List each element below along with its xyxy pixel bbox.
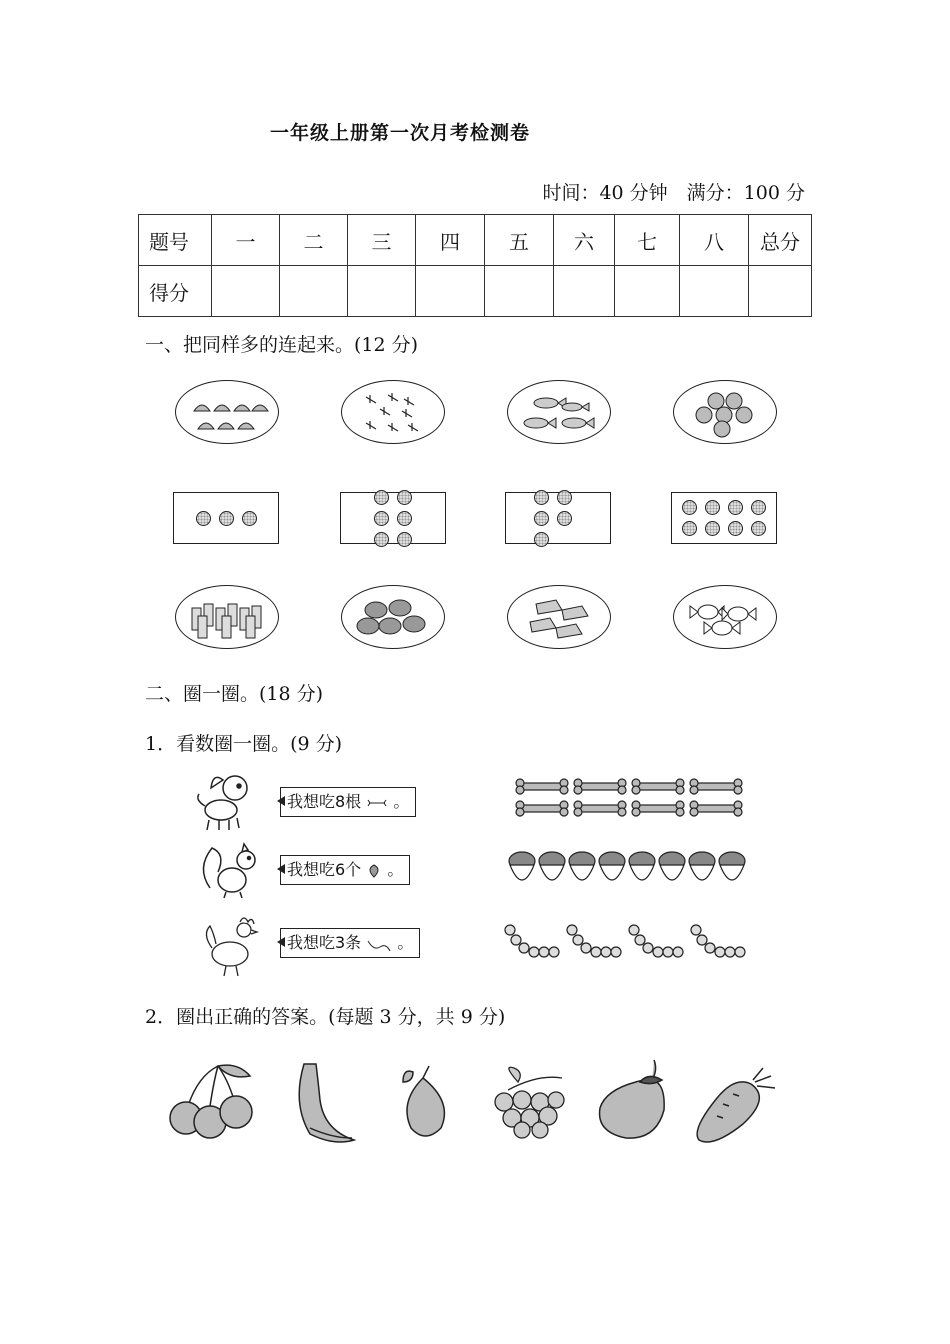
section2-heading: 二、圈一圈。(18 分) (145, 683, 324, 705)
cake-icon (508, 586, 610, 648)
score-cell[interactable] (749, 266, 812, 317)
section1-heading: 一、把同样多的连起来。(12 分) (145, 334, 419, 356)
score-table (138, 214, 812, 317)
score-cell[interactable] (348, 266, 416, 317)
pinecone-icon (569, 852, 595, 880)
score-cell[interactable] (485, 266, 554, 317)
cakes-plate[interactable] (507, 585, 611, 649)
dot-box-3[interactable] (173, 492, 279, 544)
dot (196, 511, 211, 526)
dot (534, 490, 549, 505)
pinecone-icon (629, 852, 655, 880)
dot (557, 490, 572, 505)
score-cell[interactable] (280, 266, 348, 317)
bone-icon (690, 779, 742, 794)
pinecone-icon (509, 852, 535, 880)
score-cell[interactable] (212, 266, 280, 317)
exam-meta: 时间：40 分钟 满分：100 分 (542, 182, 805, 204)
pinecone-icon (366, 863, 382, 879)
dots-grid (341, 493, 445, 543)
speech-text: 我想吃6个 (287, 860, 362, 879)
dot (728, 500, 743, 515)
dots-row (174, 493, 278, 543)
score-cell[interactable] (554, 266, 615, 317)
score-col-3: 三 (348, 215, 416, 266)
dot-box-5[interactable] (505, 492, 611, 544)
speech-bubble-rooster (280, 928, 420, 958)
score-table-header-label: 题号 (139, 215, 212, 266)
dots-grid (672, 493, 776, 543)
score-col-2: 二 (280, 215, 348, 266)
dot (374, 511, 389, 526)
mushrooms-plate[interactable] (175, 380, 279, 444)
bone-icon (632, 779, 684, 794)
q2-heading: 2．圈出正确的答案。(每题 3 分，共 9 分) (145, 1006, 506, 1028)
score-cell[interactable] (680, 266, 749, 317)
banana-icon[interactable] (290, 1058, 360, 1148)
caterpillar-icon (691, 925, 745, 957)
score-table-score-label: 得分 (139, 266, 212, 317)
dots-grid (506, 493, 610, 543)
caterpillar-icon (366, 937, 392, 951)
caterpillars-group[interactable] (500, 918, 760, 970)
dot (705, 521, 720, 536)
pear-icon[interactable] (393, 1060, 457, 1142)
speech-bubble-dog (280, 787, 416, 817)
fish-icon (508, 381, 610, 443)
bone-icon (690, 801, 742, 816)
fish-bones-plate[interactable] (341, 380, 445, 444)
score-col-total: 总分 (749, 215, 812, 266)
dog-icon (193, 770, 265, 832)
squirrel-icon (196, 840, 266, 900)
score-table-score-row (139, 266, 812, 317)
bone-icon (516, 779, 568, 794)
bone-icon (366, 798, 388, 808)
bone-icon (632, 801, 684, 816)
speech-suffix: 。 (393, 792, 410, 811)
dot (751, 500, 766, 515)
score-cell[interactable] (416, 266, 485, 317)
score-col-7: 七 (615, 215, 680, 266)
speech-text: 我想吃8根 (287, 792, 362, 811)
fish-plate[interactable] (507, 380, 611, 444)
caterpillar-icon (505, 925, 559, 957)
caterpillar-icon (629, 925, 683, 957)
dot (751, 521, 766, 536)
bones-group[interactable] (515, 775, 755, 821)
score-table-header-row (139, 215, 812, 266)
dot (242, 511, 257, 526)
dot (557, 511, 572, 526)
rooster-icon (200, 912, 266, 978)
dot (219, 511, 234, 526)
pinecone-icon (599, 852, 625, 880)
pinecone-icon (539, 852, 565, 880)
radish-icon[interactable] (693, 1064, 783, 1144)
candy-icon (674, 586, 776, 648)
bone-icon (516, 801, 568, 816)
score-col-6: 六 (554, 215, 615, 266)
cherries-icon[interactable] (168, 1060, 258, 1142)
dot-box-8[interactable] (671, 492, 777, 544)
dot (397, 511, 412, 526)
dot-box-6[interactable] (340, 492, 446, 544)
dot (728, 521, 743, 536)
speech-suffix: 。 (387, 860, 404, 879)
bottles-plate[interactable] (175, 585, 279, 649)
potato-icon (342, 586, 444, 648)
dot (374, 490, 389, 505)
score-col-1: 一 (212, 215, 280, 266)
pinecones-group[interactable] (505, 845, 755, 895)
dot (682, 521, 697, 536)
speech-suffix: 。 (397, 933, 414, 952)
grapes-icon[interactable] (488, 1064, 568, 1140)
dot (374, 532, 389, 547)
pinecone-icon (689, 852, 715, 880)
dot (534, 511, 549, 526)
q1-heading: 1．看数圈一圈。(9 分) (145, 733, 343, 755)
mushroom-icon (176, 381, 278, 443)
potatoes-plate[interactable] (341, 585, 445, 649)
bone-icon (574, 779, 626, 794)
speech-bubble-squirrel (280, 855, 410, 885)
dot (397, 532, 412, 547)
page-title: 一年级上册第一次月考检测卷 (270, 122, 531, 144)
pinecone-icon (719, 852, 745, 880)
candies-plate[interactable] (673, 585, 777, 649)
pinecone-icon (659, 852, 685, 880)
apples-plate[interactable] (673, 380, 777, 444)
speech-text: 我想吃3条 (287, 933, 362, 952)
dot (534, 532, 549, 547)
score-cell[interactable] (615, 266, 680, 317)
score-col-5: 五 (485, 215, 554, 266)
caterpillar-icon (567, 925, 621, 957)
eggplant-icon[interactable] (596, 1054, 676, 1142)
apple-icon (674, 381, 776, 443)
dot (705, 500, 720, 515)
score-col-4: 四 (416, 215, 485, 266)
bottle-icon (176, 586, 278, 648)
dot (682, 500, 697, 515)
score-col-8: 八 (680, 215, 749, 266)
dot (397, 490, 412, 505)
bone-icon (574, 801, 626, 816)
fish-bone-icon (342, 381, 444, 443)
